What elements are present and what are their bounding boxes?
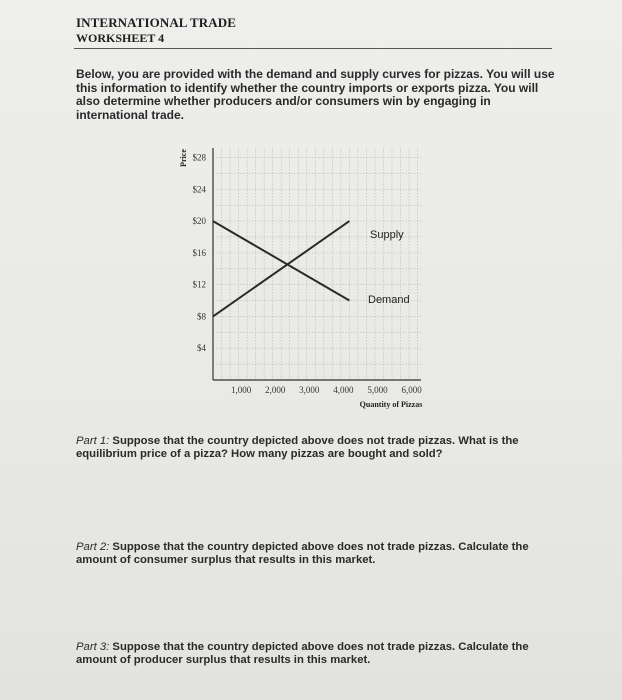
- part-3-label: Part 3:: [76, 641, 110, 653]
- part-2-question: [76, 541, 546, 566]
- part-1-text: Suppose that the country depicted above does not trade pizzas. What is the equilibrium price of a pizza? How many pizzas are bought and sold?: [76, 435, 519, 460]
- x-tick-label: 2,000: [265, 385, 286, 395]
- worksheet-title: INTERNATIONAL TRADE: [76, 15, 236, 30]
- y-tick-label: $20: [192, 216, 206, 227]
- x-tick-label: 3,000: [299, 385, 320, 395]
- part-3-question: [76, 641, 546, 666]
- part-1-label: Part 1:: [76, 435, 110, 447]
- part-2-text: Suppose that the country depicted above does not trade pizzas. Calculate the amount of consumer surplus that results in this market.: [76, 541, 529, 566]
- y-tick-label: $16: [192, 247, 206, 258]
- intro-paragraph: Below, you are provided with the demand and supply curves for pizzas. You will use this information to identify whether the country imports or exports pizza. You will also determine whether producers and/or consumers win by engaging in international trade.: [76, 67, 555, 122]
- x-tick-label: 1,000: [230, 385, 252, 395]
- supply-curve-label: Supply: [370, 229, 404, 241]
- y-tick-label: $28: [192, 152, 206, 163]
- worksheet-subtitle: WORKSHEET 4: [76, 31, 165, 45]
- y-tick-label: $8: [197, 311, 206, 322]
- x-tick-label: 5,000: [367, 385, 388, 395]
- part-1-question: [76, 435, 546, 460]
- y-tick-label: $24: [192, 184, 206, 195]
- part-3-text: Suppose that the country depicted above does not trade pizzas. Calculate the amount of producer surplus that results in this market.: [76, 641, 529, 666]
- y-axis-label: Price: [179, 149, 188, 167]
- part-2-label: Part 2:: [76, 541, 110, 553]
- x-tick-label: 6,000: [401, 385, 422, 395]
- x-axis-label: Quantity of Pizzas: [359, 400, 423, 409]
- demand-curve-label: Demand: [368, 294, 410, 306]
- y-tick-label: $4: [197, 343, 206, 354]
- x-tick-label: 4,000: [333, 385, 354, 395]
- y-tick-label: $12: [192, 279, 206, 290]
